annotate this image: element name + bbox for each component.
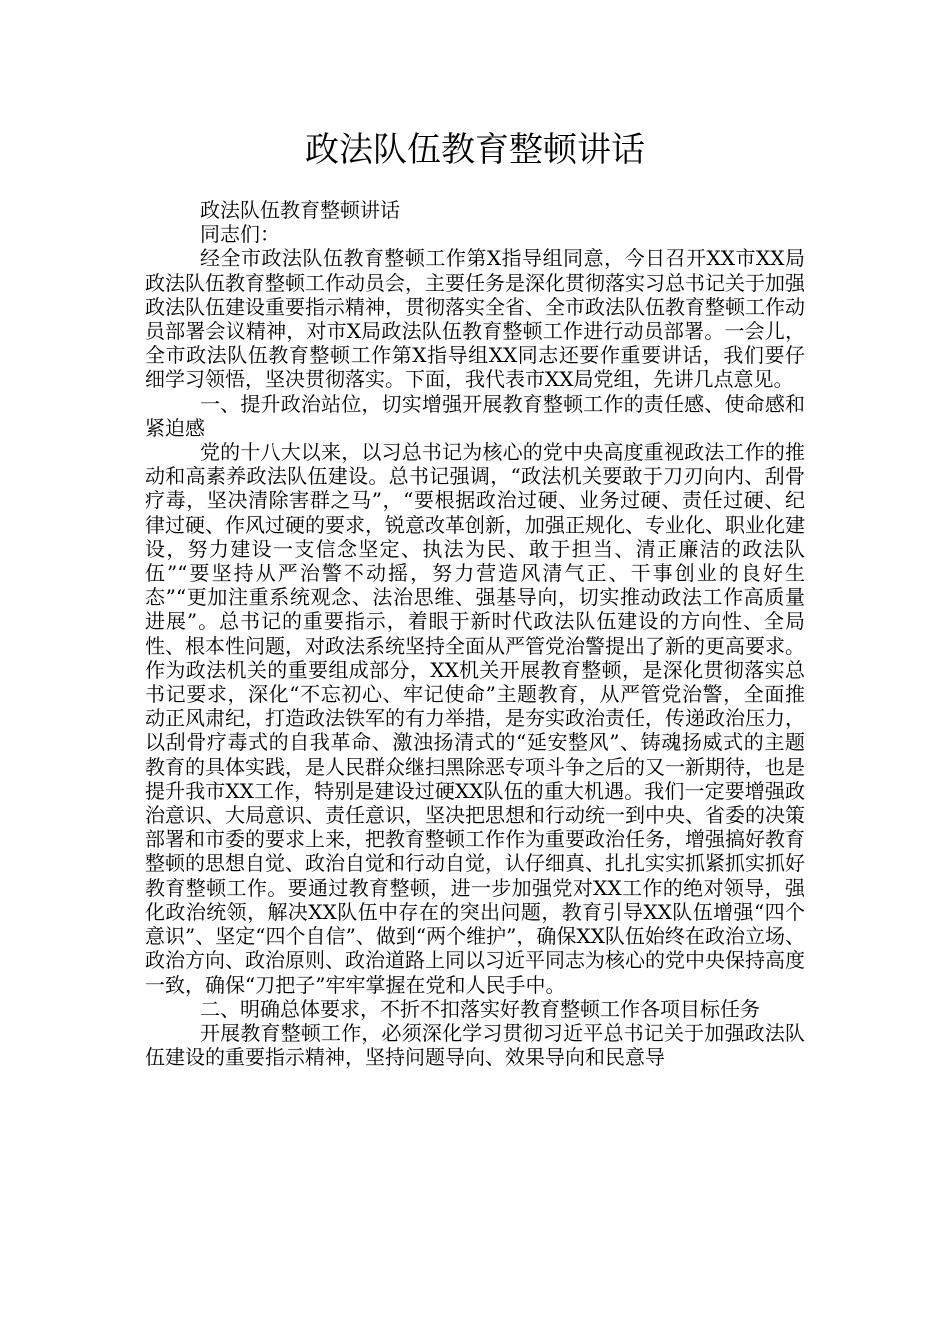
section-heading-2: 二、明确总体要求，不折不扣落实好教育整顿工作各项目标任务 [200, 996, 760, 1021]
document-body [145, 198, 805, 1069]
paragraph-section-2: 开展教育整顿工作，必须深化学习贯彻习近平总书记关于加强政法队伍建设的重要指示精神，坚持问题导向、效果导向和民意导 [145, 1020, 805, 1070]
paragraph-subtitle: 政法队伍教育整顿讲话 [200, 198, 400, 222]
document-title: 政法队伍教育整顿讲话 [305, 130, 645, 170]
paragraph-section-1: 党的十八大以来，以习总书记为核心的党中央高度重视政法工作的推动和高素养政法队伍建设。总书记强调，“政法机关要敢于刀刃向内、刮骨疗毒，坚决清除害群之马”，“要根据政治过硬、业务过硬、责任过硬、纪律过硬、作风过硬的要求，锐意改革创新，加强正规化、专业化、职业化建设，努力建设一支信念坚定、执法为民、敢于担当、清正廉洁的政法队伍”“要坚持从严治警不动摇，努力营造风清气正、干事创业的良好生态”“更加注重系统观念、法治思维、强基导向，切实推动政法工作高质量进展”。总书记的重要指示，着眼于新时代政法队伍建设的方向性、全局性、根本性问题，对政法系统坚持全面从严管党治警提出了新的更高要求。作为政法机关的重要组成部分，XX机关开展教育整顿，是深化贯彻落实总书记要求，深化“不忘初心、牢记使命”主题教育，从严管党治警，全面推动正风肃纪，打造政法铁军的有力举措，是夯实政治责任，传递政治压力，以刮骨疗毒式的自我革命、激浊扬清式的“延安整风”、铸魂扬威式的主题教育的具体实践，是人民群众继扫黑除恶专项斗争之后的又一新期待，也是提升我市XX工作，特别是建设过硬XX队伍的重大机遇。我们一定要增强政治意识、大局意识、责任意识，坚决把思想和行动统一到中央、省委的决策部署和市委的要求上来，把教育整顿工作作为重要政治任务，增强搞好教育整顿的思想自觉、政治自觉和行动自觉，认仔细真、扎扎实实抓紧抓实抓好教育整顿工作。要通过教育整顿，进一步加强党对XX工作的绝对领导，强化政治统领，解决XX队伍中存在的突出问题，教育引导XX队伍增强“四个意识”、坚定“四个自信”、做到“两个维护”，确保XX队伍始终在政治立场、政治方向、政治原则、政治道路上同以习近平同志为核心的党中央保持高度一致，确保“刀把子”牢牢掌握在党和人民手中。 [145, 440, 805, 997]
section-heading-1: 一、提升政治站位，切实增强开展教育整顿工作的责任感、使命感和紧迫感 [145, 391, 805, 440]
paragraph-salutation: 同志们： [200, 222, 280, 247]
paragraph-opening: 经全市政法队伍教育整顿工作第X指导组同意，今日召开XX市XX局政法队伍教育整顿工作动员会，主要任务是深化贯彻落实习总书记关于加强政法队伍建设重要指示精神，贯彻落实全省、全市政法队伍教育整顿工作动员部署会议精神，对市X局政法队伍教育整顿工作进行动员部署。一会儿，全市政法队伍教育整顿工作第X指导组XX同志还要作重要讲话，我们要仔细学习领悟，坚决贯彻落实。下面，我代表市XX局党组，先讲几点意见。 [145, 246, 805, 392]
